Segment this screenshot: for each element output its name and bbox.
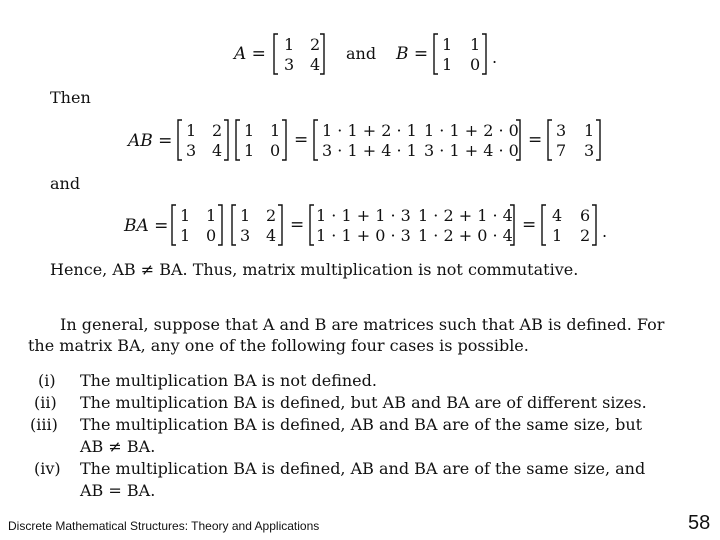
paragraph-line-2: the matrix BA, any one of the following four cases is possible. xyxy=(28,336,529,355)
matrix-b-label: B = xyxy=(396,44,429,64)
matrix-cell: 1 xyxy=(180,206,191,225)
ab-expanded-matrix xyxy=(312,119,522,161)
case-label: (ii) xyxy=(34,393,57,412)
matrix-cell: 2 xyxy=(212,121,223,140)
matrix-cell: 1 xyxy=(240,206,251,225)
matrix-cell: 2 xyxy=(310,35,321,54)
matrix-cell: 4 xyxy=(266,226,277,245)
matrix-cell: 1 xyxy=(552,226,563,245)
case-label: (iv) xyxy=(34,459,61,478)
period: . xyxy=(602,222,608,241)
equals-sign: = xyxy=(290,215,305,235)
matrix-cell: 1 xyxy=(442,35,453,54)
ba-left-matrix-2 xyxy=(230,204,284,246)
matrix-cell: 1 xyxy=(180,226,191,245)
matrix-cell: 2 xyxy=(266,206,277,225)
matrix-a xyxy=(272,33,326,75)
matrix-cell: 0 xyxy=(470,55,481,74)
matrix-cell: 1 · 2 + 1 · 4 xyxy=(418,206,513,225)
matrix-cell: 1 · 1 + 2 · 0 xyxy=(424,121,519,140)
matrix-cell: 1 xyxy=(206,206,217,225)
matrix-cell: 2 xyxy=(580,226,591,245)
matrix-cell: 4 xyxy=(310,55,321,74)
ab-result-matrix xyxy=(546,119,602,161)
matrix-cell: 6 xyxy=(580,206,591,225)
matrix-cell: 1 xyxy=(470,35,481,54)
case-label: (i) xyxy=(38,371,56,390)
equals-sign: = xyxy=(528,130,543,150)
matrix-cell: 1 xyxy=(284,35,295,54)
matrix-cell: 7 xyxy=(556,141,567,160)
case-text: The multiplication BA is defined, but AB and BA are of different sizes. xyxy=(80,393,647,412)
case-text: AB = BA. xyxy=(80,481,156,500)
hence-line: Hence, AB ≠ BA. Thus, matrix multiplication is not commutative. xyxy=(50,260,579,279)
matrix-cell: 0 xyxy=(270,141,281,160)
matrix-cell: 1 · 1 + 0 · 3 xyxy=(316,226,411,245)
page-number: 58 xyxy=(688,512,711,534)
matrix-cell: 3 xyxy=(284,55,295,74)
matrix-cell: 4 xyxy=(212,141,223,160)
matrix-cell: 1 xyxy=(244,141,255,160)
equals-sign: = xyxy=(294,130,309,150)
ba-expanded-matrix xyxy=(308,204,516,246)
and-word: and xyxy=(346,44,377,63)
matrix-cell: 1 xyxy=(186,121,197,140)
ab-label: AB = xyxy=(128,131,173,151)
case-text: The multiplication BA is defined, AB and BA are of the same size, but xyxy=(80,415,643,434)
ba-left-matrix-1 xyxy=(170,204,224,246)
case-text: AB ≠ BA. xyxy=(80,437,156,456)
ab-left-matrix-2 xyxy=(234,119,288,161)
matrix-cell: 1 · 1 + 2 · 1 xyxy=(322,121,417,140)
case-text: The multiplication BA is not defined. xyxy=(80,371,377,390)
matrix-cell: 1 · 2 + 0 · 4 xyxy=(418,226,513,245)
case-text: The multiplication BA is defined, AB and BA are of the same size, and xyxy=(80,459,646,478)
and-word-2: and xyxy=(50,174,81,193)
then-word: Then xyxy=(50,88,91,107)
matrix-b xyxy=(432,33,488,75)
period: . xyxy=(492,48,498,67)
matrix-cell: 3 · 1 + 4 · 1 xyxy=(322,141,417,160)
case-label: (iii) xyxy=(30,415,58,434)
matrix-cell: 1 · 1 + 1 · 3 xyxy=(316,206,411,225)
matrix-cell: 1 xyxy=(244,121,255,140)
matrix-a-label: A = xyxy=(234,44,266,64)
matrix-cell: 3 xyxy=(584,141,595,160)
matrix-cell: 4 xyxy=(552,206,563,225)
footer-title: Discrete Mathematical Structures: Theory and Applications xyxy=(8,519,320,533)
matrix-cell: 1 xyxy=(442,55,453,74)
ba-result-matrix xyxy=(540,204,598,246)
matrix-cell: 3 · 1 + 4 · 0 xyxy=(424,141,519,160)
matrix-cell: 3 xyxy=(556,121,567,140)
matrix-cell: 1 xyxy=(270,121,281,140)
ba-label: BA = xyxy=(124,216,169,236)
equals-sign: = xyxy=(522,215,537,235)
paragraph-line-1: In general, suppose that A and B are matrices such that AB is defined. For xyxy=(60,315,665,334)
matrix-cell: 0 xyxy=(206,226,217,245)
matrix-cell: 3 xyxy=(186,141,197,160)
matrix-cell: 1 xyxy=(584,121,595,140)
ab-left-matrix-1 xyxy=(176,119,230,161)
matrix-cell: 3 xyxy=(240,226,251,245)
